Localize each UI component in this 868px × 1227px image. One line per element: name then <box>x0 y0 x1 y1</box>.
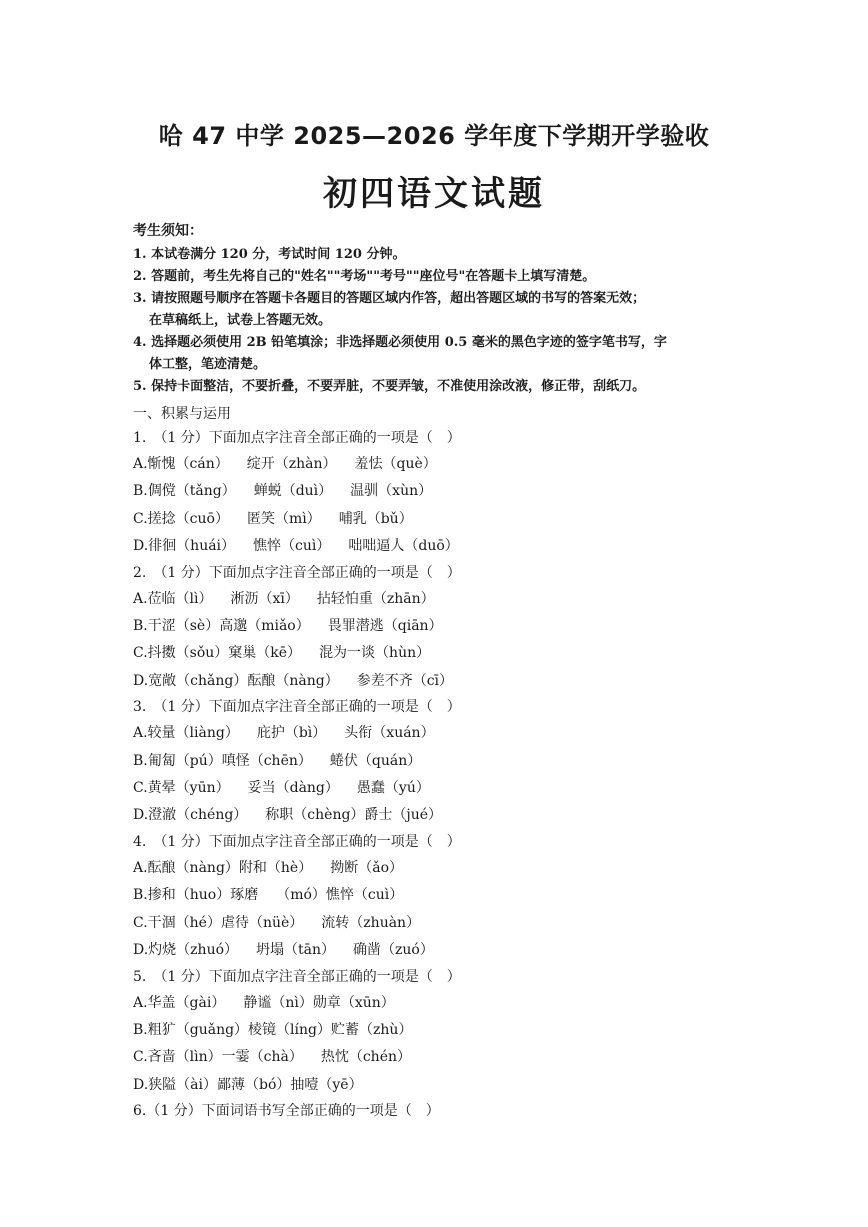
option-term: 愚蠢（yú） <box>356 780 430 797</box>
answer-option[interactable] <box>133 506 753 533</box>
option-term: C.抖擞（sǒu）窠巢（kē） <box>133 645 302 662</box>
notice-item-text: 3. 请按照题号顺序在答题卡各题目的答题区域内作答，超出答题区域的书写的答案无效； <box>133 291 646 306</box>
answer-option[interactable] <box>133 855 753 882</box>
option-term: A.惭愧（cán） <box>133 456 229 472</box>
option-term: 拗断（ǎo） <box>330 859 403 876</box>
answer-option[interactable] <box>133 668 753 695</box>
answer-option[interactable] <box>133 1017 753 1044</box>
answer-option[interactable] <box>133 586 753 613</box>
option-term: 憔悴（cuì） <box>253 538 331 555</box>
answer-option[interactable] <box>133 910 753 937</box>
answer-option[interactable] <box>133 748 753 775</box>
option-term: 绽开（zhàn） <box>246 456 337 472</box>
option-term: C.干涸（hé）虐待（nüè） <box>133 914 304 931</box>
option-term: B.粗犷（guǎng）棱镜（líng）贮蓄（zhù） <box>133 1021 413 1038</box>
notice-item <box>133 244 743 266</box>
option-term: A.酝酿（nàng）附和（hè） <box>133 859 313 876</box>
option-term: A.较量（liàng） <box>133 725 239 742</box>
notice-item-continuation: 体工整，笔迹清楚。 <box>149 357 267 372</box>
option-term: B.倜傥（tǎng） <box>133 483 236 500</box>
option-term: 流转（zhuàn） <box>321 914 421 931</box>
answer-option[interactable] <box>133 640 753 667</box>
question-stem: 1. （1 分）下面加点字注音全部正确的一项是（ ） <box>133 430 461 446</box>
option-term: 热忱（chén） <box>320 1049 412 1066</box>
option-term: D.狭隘（ài）鄙薄（bó）抽噎（yē） <box>133 1076 363 1093</box>
option-term: 蝉蜕（duì） <box>253 483 333 500</box>
option-term: C.黄晕（yūn） <box>133 780 230 797</box>
subject-title: 初四语文试题 <box>323 174 545 214</box>
notice-item <box>133 376 743 398</box>
option-term: 庇护（bì） <box>256 725 327 742</box>
option-term: C.吝啬（lìn）一霎（chà） <box>133 1049 303 1066</box>
option-term: 哺乳（bǔ） <box>338 510 413 527</box>
notice-item <box>133 332 743 376</box>
answer-option[interactable] <box>133 937 753 964</box>
option-term: B.匍匐（pú）嗔怪（chēn） <box>133 752 312 769</box>
option-term: 静谧（nì）勋章（xūn） <box>243 994 395 1011</box>
notice-list <box>133 244 743 398</box>
school-exam-title: 哈 47 中学 2025—2026 学年度下学期开学验收 <box>158 122 710 150</box>
answer-option[interactable] <box>133 451 753 478</box>
option-term: 参差不齐（cī） <box>356 672 454 689</box>
option-term: 畏罪潜逃（qiān） <box>327 618 443 635</box>
notice-item-text: 1. 本试卷满分 120 分，考试时间 120 分钟。 <box>133 247 406 262</box>
notice-item-text: 2. 答题前，考生先将自己的"姓名""考场""考号""座位号"在答题卡上填写清楚。 <box>133 269 596 284</box>
notice-item-continuation: 在草稿纸上，试卷上答题无效。 <box>149 313 332 328</box>
option-term: D.宽敞（chǎng）酝酿（nàng） <box>133 672 339 689</box>
option-term: 称职（chèng）爵士（jué） <box>265 807 443 824</box>
option-term: 蜷伏（quán） <box>329 752 422 769</box>
answer-option[interactable] <box>133 775 753 802</box>
question-stem: 2. （1 分）下面加点字注音全部正确的一项是（ ） <box>133 564 461 581</box>
option-term: 妥当（dàng） <box>247 780 339 797</box>
answer-option[interactable] <box>133 533 753 560</box>
answer-option[interactable] <box>133 1072 753 1099</box>
question-stem: 5. （1 分）下面加点字注音全部正确的一项是（ ） <box>133 968 461 985</box>
question-stem: 3. （1 分）下面加点字注音全部正确的一项是（ ） <box>133 699 461 716</box>
option-term: （mó）憔悴（cuì） <box>276 887 404 904</box>
option-term: 头衔（xuán） <box>344 725 435 742</box>
option-term: D.徘徊（huái） <box>133 538 236 555</box>
option-term: 混为一谈（hùn） <box>319 645 431 662</box>
option-term: 羞怯（què） <box>354 456 437 472</box>
option-term: 拈轻怕重（zhān） <box>316 590 435 607</box>
option-term: B.干涩（sè）高邈（miǎo） <box>133 618 310 635</box>
option-term: 咄咄逼人（duō） <box>348 538 459 555</box>
answer-option[interactable] <box>133 478 753 505</box>
option-term: B.掺和（huo）琢磨 <box>133 887 259 904</box>
option-term: 坍塌（tān） <box>256 942 336 959</box>
notice-item <box>133 266 743 288</box>
option-term: A.莅临（lì） <box>133 590 213 607</box>
question-stem: 6.（1 分）下面词语书写全部正确的一项是（ ） <box>133 1103 440 1120</box>
answer-option[interactable] <box>133 720 753 747</box>
notice-item-text: 5. 保持卡面整洁，不要折叠，不要弄脏，不要弄皱，不准使用涂改液，修正带，刮纸刀。 <box>133 379 646 394</box>
answer-option[interactable] <box>133 882 753 909</box>
notice-item <box>133 288 743 332</box>
option-term: D.澄澈（chéng） <box>133 807 248 824</box>
option-term: 淅沥（xī） <box>230 590 299 607</box>
candidate-notice <box>133 220 743 398</box>
option-term: 匿笑（mì） <box>246 510 321 527</box>
option-term: D.灼烧（zhuó） <box>133 942 239 959</box>
question-list <box>133 426 753 1124</box>
answer-option[interactable] <box>133 802 753 829</box>
notice-heading: 考生须知： <box>133 223 203 239</box>
question-stem: 4. （1 分）下面加点字注音全部正确的一项是（ ） <box>133 833 461 850</box>
answer-option[interactable] <box>133 1044 753 1071</box>
option-term: 温驯（xùn） <box>350 483 433 500</box>
option-term: A.华盖（gài） <box>133 994 226 1011</box>
section-title: 一、积累与运用 <box>133 406 231 422</box>
answer-option[interactable] <box>133 990 753 1017</box>
notice-item-text: 4. 选择题必须使用 2B 铅笔填涂；非选择题必须使用 0.5 毫米的黑色字迹的签字笔书写，字 <box>133 335 667 350</box>
option-term: C.搓捻（cuō） <box>133 510 229 527</box>
option-term: 确凿（zuó） <box>353 942 434 959</box>
answer-option[interactable] <box>133 613 753 640</box>
